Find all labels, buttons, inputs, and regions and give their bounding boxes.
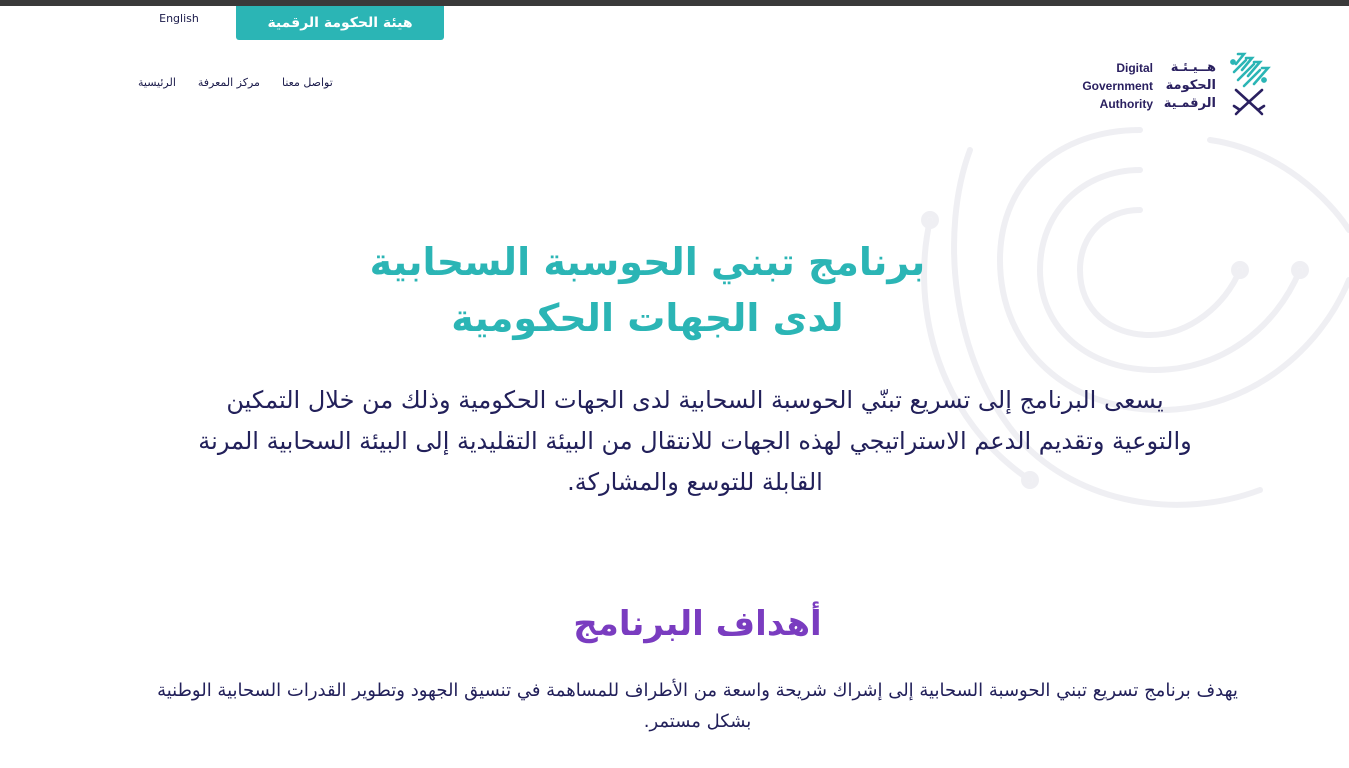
language-switch-link[interactable]: English bbox=[159, 12, 199, 25]
dga-logo-icon bbox=[1224, 50, 1274, 116]
hero-title: برنامج تبني الحوسبة السحابية لدى الجهات الحكومية bbox=[369, 240, 926, 340]
hero-description: يسعى البرنامج إلى تسريع تبنّي الحوسبة السحابية لدى الجهات الحكومية وذلك من خلال التمكين والتوعية وتقديم الدعم الاستراتيجي لهذه الجهات للانتقال من البيئة التقليدية إلى البيئة السحابية المرنة القابلة للتوسع والمشاركة. bbox=[198, 386, 1192, 496]
dga-logo[interactable] bbox=[1064, 50, 1274, 116]
nav-item-home[interactable]: الرئيسية bbox=[138, 76, 176, 89]
logo-arabic-text: هــيـئـة الحكومة الرقمـية bbox=[1163, 60, 1216, 111]
nav-item-knowledge-center[interactable]: مركز المعرفة bbox=[197, 76, 260, 89]
main-nav bbox=[138, 76, 358, 94]
brand-tab[interactable]: هيئة الحكومة الرقمية bbox=[236, 6, 444, 40]
goals-description: يهدف برنامج تسريع تبني الحوسبة السحابية إلى إشراك شريحة واسعة من الأطراف للمساهمة في تنسيق الجهود وتطوير القدرات السحابية الوطنية بشكل مستمر. bbox=[157, 680, 1238, 732]
top-border bbox=[0, 0, 1349, 6]
nav-item-contact-us[interactable]: تواصل معنا bbox=[281, 76, 333, 89]
logo-english-text: Digital Government Authority bbox=[1082, 61, 1153, 111]
goals-heading: أهداف البرنامج bbox=[573, 604, 822, 644]
